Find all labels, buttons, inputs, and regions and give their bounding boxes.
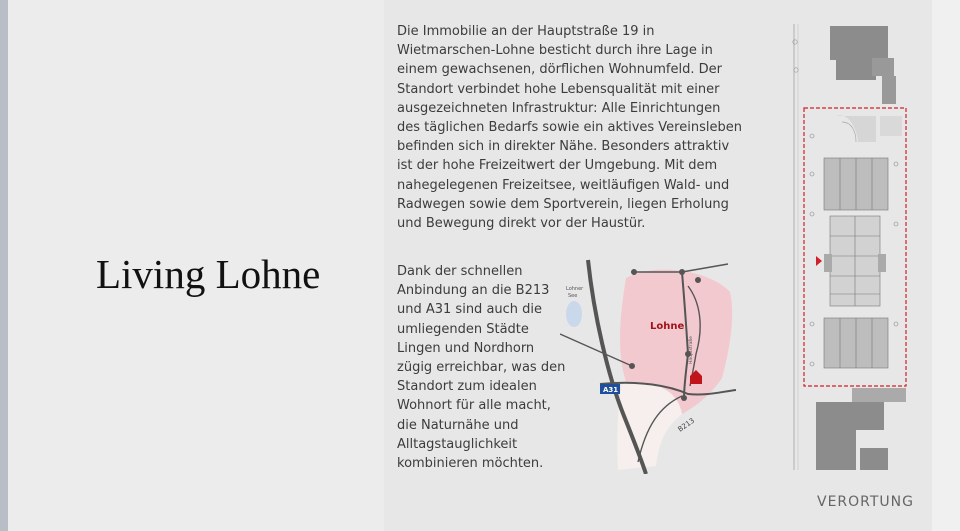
neighbor-building-north-2	[836, 58, 876, 80]
junction-node	[681, 395, 687, 401]
slide-title: Living Lohne	[96, 251, 321, 297]
hauptstrasse-label: Hauptstraße	[689, 336, 694, 364]
entrance-marker-icon	[816, 256, 822, 266]
location-map	[560, 256, 736, 474]
a31-label: A31	[603, 386, 619, 394]
lohne-label: Lohne	[650, 321, 685, 332]
junction-node	[695, 277, 701, 283]
road-ne	[682, 264, 728, 272]
junction-node	[679, 269, 685, 275]
b213-label: B213	[676, 416, 697, 434]
connectivity-paragraph: Dank der schnellen Anbindung an die B213 und A31 sind auch die umliegenden Städte Lingen und Nordhorn zügig erreichbar, was den Standort zum idealen Wohnort für alle macht, die Naturnähe und Alltagstauglichkeit kombinieren möchten.	[397, 264, 566, 472]
lake-label-1: Lohner	[566, 286, 584, 292]
lake-label-2: See	[568, 293, 578, 299]
junction-node	[631, 269, 637, 275]
site-plan	[776, 24, 914, 470]
lake-shape	[566, 301, 582, 327]
left-edge-strip	[0, 0, 8, 531]
neighbor-building-south	[816, 402, 856, 470]
neighbor-building-north	[830, 26, 888, 60]
location-paragraph: Die Immobilie an der Hauptstraße 19 in Wietmarschen-Lohne besticht durch ihre Lage in einem gewachsenen, dörflichen Wohnumfeld. Der Standort verbindet hohe Lebensqualität mit einer ausgezeichneten Infrastruktur: Alle Einrichtungen des täglichen Bedarfs sowie ein aktives Vereinsleben befinden sich in direkter Nähe. Besonders attraktiv ist der hohe Freizeitwert der Umgebung. Mit dem nahegelegenen Freizeitsee, weitläufigen Wald- und Radwegen sowie dem Sportverein, liegen Erholung und Bewegung direkt vor der Haustür.	[397, 24, 742, 232]
right-edge-margin	[932, 0, 960, 531]
junction-node	[629, 363, 635, 369]
section-label: VERORTUNG	[817, 494, 914, 510]
